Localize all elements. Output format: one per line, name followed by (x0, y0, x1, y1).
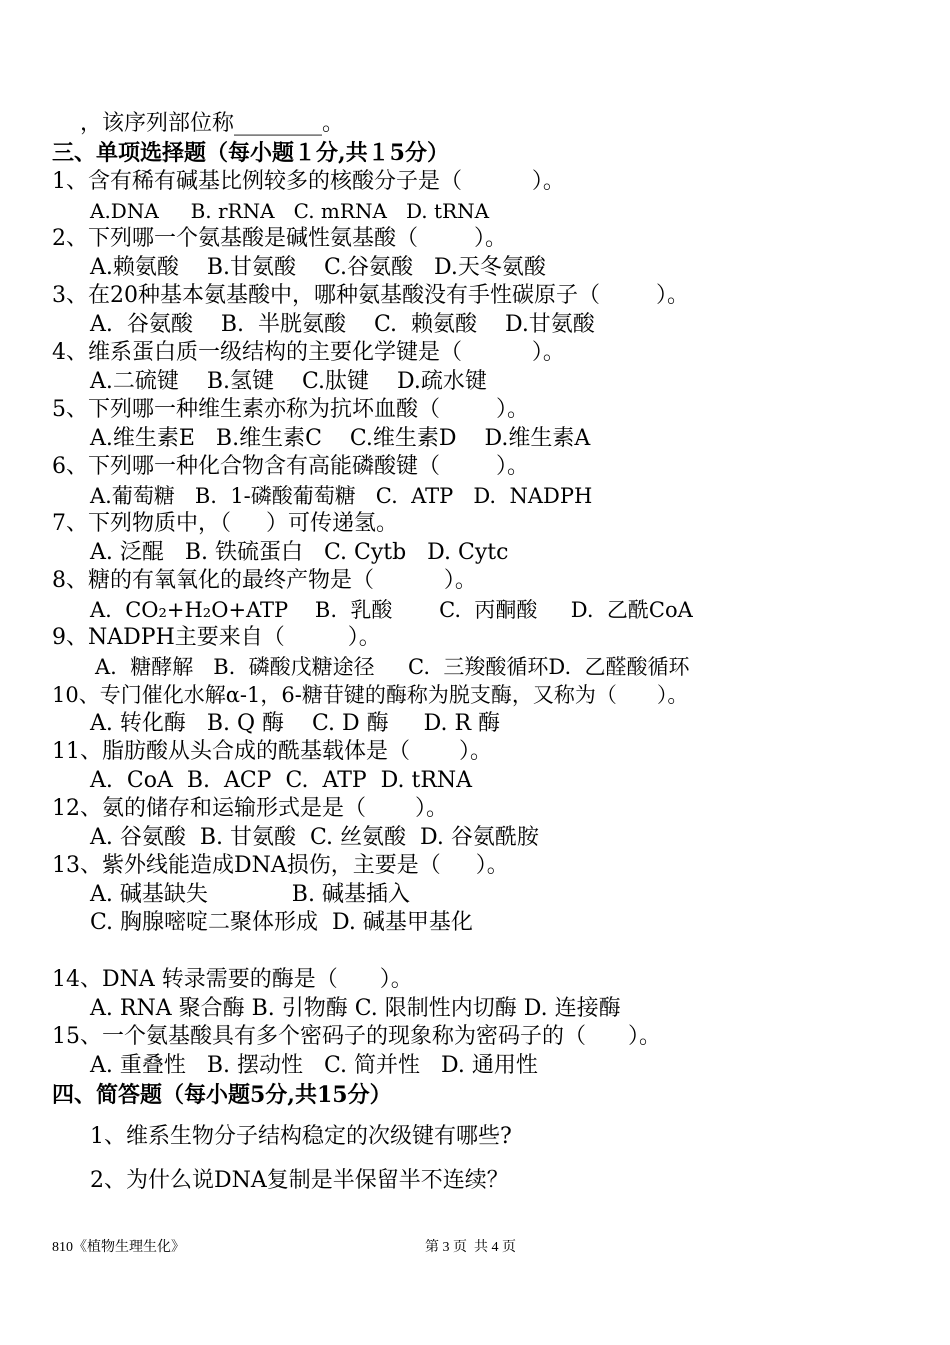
options-5: A.维生素E B.维生素C C.维生素D D.维生素A (90, 426, 591, 451)
options-13a: A. 碱基缺失 B. 碱基插入 (90, 882, 410, 907)
footer-page-number: 第 3 页 共 4 页 (425, 1240, 516, 1255)
options-8: A. CO₂+H₂O+ATP B. 乳酸 C. 丙酮酸 D. 乙酰CoA (90, 598, 693, 622)
question-6: 6、下列哪一种化合物含有高能磷酸键（ ）。 (52, 454, 529, 479)
question-4: 4、维系蛋白质一级结构的主要化学键是（ ）。 (52, 340, 565, 365)
options-3: A. 谷氨酸 B. 半胱氨酸 C. 赖氨酸 D.甘氨酸 (90, 312, 595, 337)
options-7: A. 泛醌 B. 铁硫蛋白 C. Cytb D. Cytc (90, 540, 509, 565)
short-answer-1: 1、维系生物分子结构稳定的次级键有哪些? (90, 1124, 512, 1149)
question-1: 1、含有稀有碱基比例较多的核酸分子是（ ）。 (52, 169, 565, 194)
options-14: A. RNA 聚合酶 B. 引物酶 C. 限制性内切酶 D. 连接酶 (90, 996, 621, 1021)
question-5: 5、下列哪一种维生素亦称为抗坏血酸（ ）。 (52, 397, 529, 422)
options-10: A. 转化酶 B. Q 酶 C. D 酶 D. R 酶 (90, 711, 501, 736)
options-11: A. CoA B. ACP C. ATP D. tRNA (90, 768, 473, 793)
question-3: 3、在20种基本氨基酸中，哪种氨基酸没有手性碳原子（ ）。 (52, 283, 689, 308)
short-answer-2: 2、为什么说DNA复制是半保留半不连续？ (90, 1168, 509, 1193)
options-12: A. 谷氨酸 B. 甘氨酸 C. 丝氨酸 D. 谷氨酰胺 (90, 825, 539, 850)
section-heading: 四、简答题（每小题5分,共15分） (52, 1082, 392, 1108)
question-14: 14、DNA 转录需要的酶是（ ）。 (52, 967, 413, 992)
options-4: A.二硫键 B.氢键 C.肽键 D.疏水键 (90, 369, 487, 394)
footer-course: 810《植物生理生化》 (52, 1240, 185, 1255)
options-2: A.赖氨酸 B.甘氨酸 C.谷氨酸 D.天冬氨酸 (90, 255, 546, 280)
section-heading: 三、单项选择题（每小题１分,共１5分） (52, 140, 449, 166)
options-1: A.DNA B. rRNA C. mRNA D. tRNA (90, 199, 490, 223)
question-10: 10、专门催化水解α-1，6-糖苷键的酶称为脱支酶，又称为（ ）。 (52, 683, 689, 707)
question-2: 2、下列哪一个氨基酸是碱性氨基酸（ ）。 (52, 226, 507, 251)
question-8: 8、糖的有氧氧化的最终产物是（ ）。 (52, 568, 477, 593)
question-13: 13、紫外线能造成DNA损伤，主要是（ ）。 (52, 853, 509, 878)
options-15: A. 重叠性 B. 摆动性 C. 简并性 D. 通用性 (90, 1053, 538, 1078)
options-6: A.葡萄糖 B. 1-磷酸葡萄糖 C. ATP D. NADPH (90, 484, 593, 508)
question-7: 7、下列物质中，（ ）可传递氢。 (52, 511, 398, 536)
question-15: 15、一个氨基酸具有多个密码子的现象称为密码子的（ ）。 (52, 1024, 661, 1049)
options-13b: C. 胸腺嘧啶二聚体形成 D. 碱基甲基化 (90, 910, 473, 935)
question-9: 9、NADPH主要来自（ ）。 (52, 625, 381, 650)
options-9: A. 糖酵解 B. 磷酸戊糖途径 C. 三羧酸循环D. 乙醛酸循环 (95, 655, 690, 679)
question-12: 12、氨的储存和运输形式是是（ ）。 (52, 796, 448, 821)
question-11: 11、脂肪酸从头合成的酰基载体是（ ）。 (52, 739, 492, 764)
text-line: ，该序列部位称________。 (80, 111, 345, 136)
